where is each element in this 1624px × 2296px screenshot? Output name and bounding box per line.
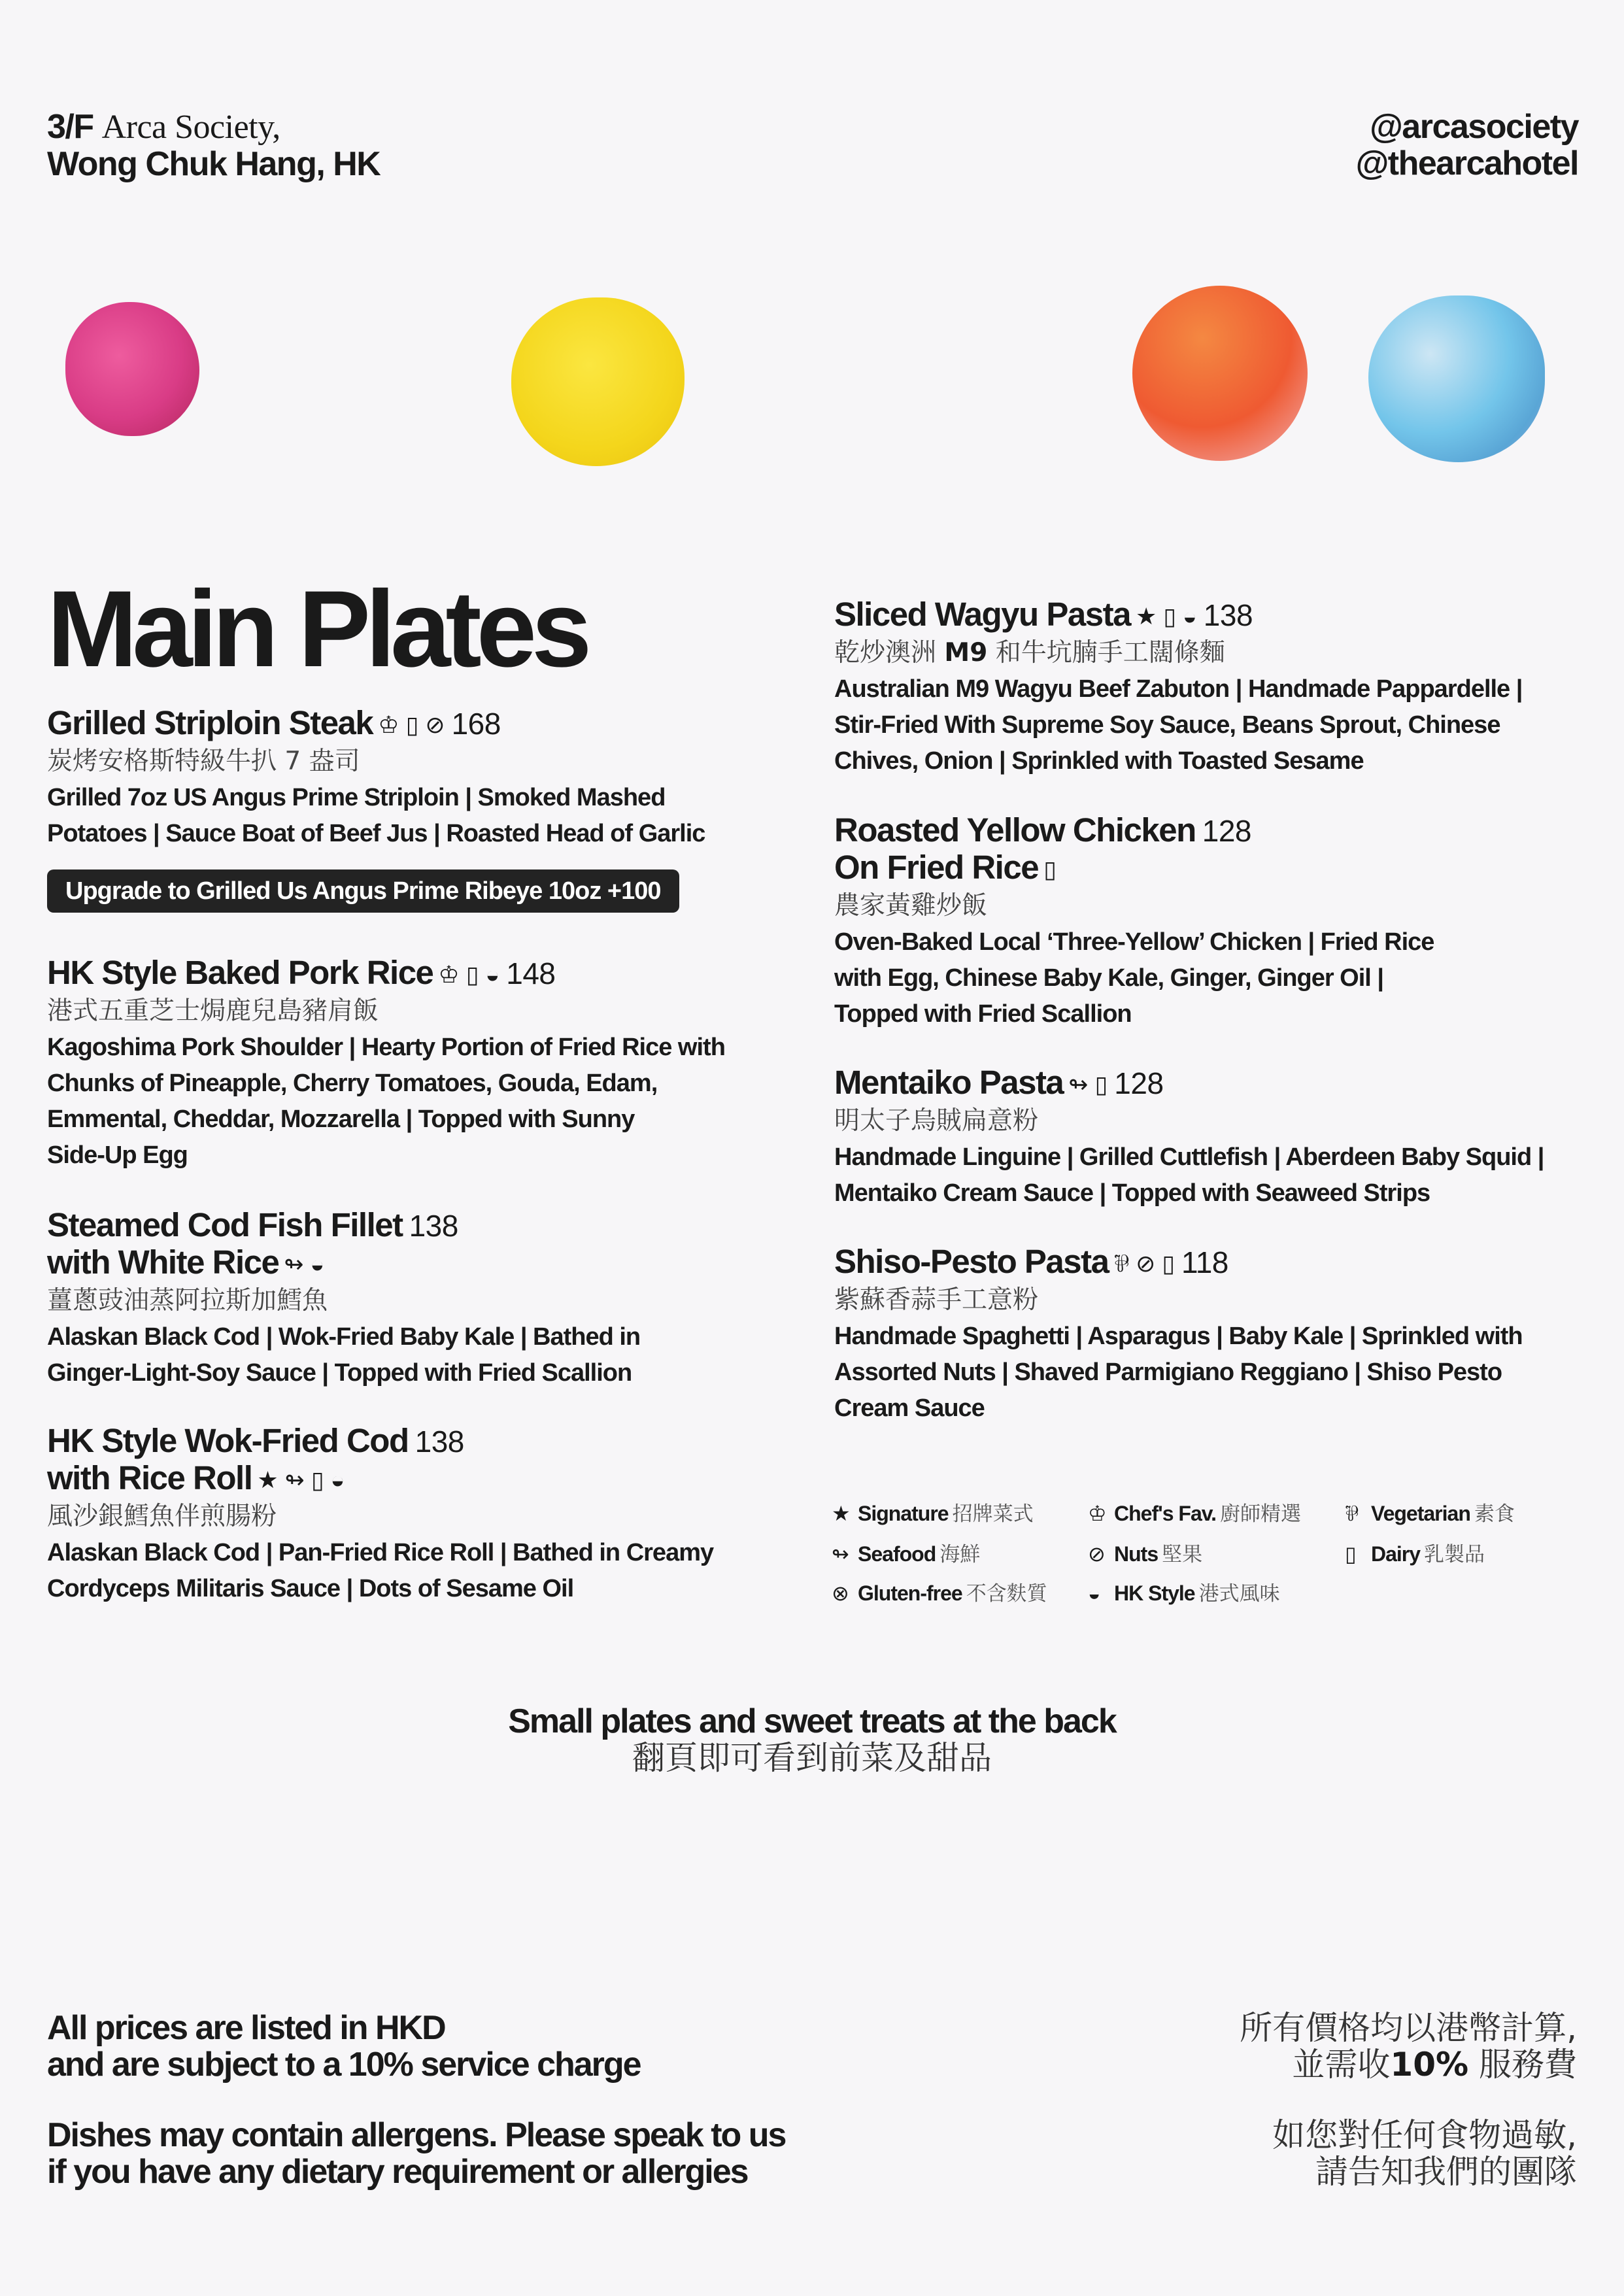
nut-icon: ⊘ (1088, 1542, 1105, 1566)
legend-label: Seafood (858, 1542, 936, 1566)
item-name: Mentaiko Pasta (834, 1064, 1064, 1101)
desc-line: Stir-Fried With Supreme Soy Sauce, Beans Sprout, Chinese (834, 711, 1500, 739)
chef-hat-icon: ♔ (1088, 1502, 1106, 1525)
allergy-note-zh-line: 請告知我們的團隊 (1315, 2153, 1577, 2191)
legend-label-zh: 港式風味 (1198, 1582, 1280, 1606)
item-price: 138 (1203, 598, 1253, 632)
legend-label: Vegetarian (1371, 1502, 1470, 1525)
back-page-note-zh: 翻頁即可看到前菜及甜品 (632, 1739, 992, 1777)
legend-vegetarian (1345, 1497, 1515, 1527)
menu-item-wok-fried-cod (47, 1423, 766, 1607)
milk-bottle-icon: ▯ (1345, 1542, 1356, 1566)
legend-dairy (1345, 1538, 1485, 1567)
item-price: 128 (1202, 814, 1252, 848)
item-name-zh: 炭烤安格斯特級牛扒 7 盎司 (47, 747, 360, 776)
item-name-zh: 紫蘇香蒜手工意粉 (834, 1285, 1039, 1315)
desc-line: Kagoshima Pork Shoulder | Hearty Portion of Fried Rice with (47, 1034, 725, 1061)
legend-label: Gluten-free (858, 1581, 962, 1605)
legend-label: Signature (858, 1502, 949, 1525)
item-description (47, 1030, 766, 1173)
item-name-zh: 薑蔥豉油蒸阿拉斯加鱈魚 (47, 1286, 328, 1315)
desc-line: Handmade Spaghetti | Asparagus | Baby Kale | Sprinkled with (834, 1323, 1523, 1350)
desc-line: Chives, Onion | Sprinkled with Toasted Sesame (834, 747, 1364, 775)
orange-watercolor-dot (1132, 286, 1308, 461)
dietary-icons: ▯ (1043, 856, 1057, 883)
allergy-note-line: Dishes may contain allergens. Please speak to us (47, 2116, 786, 2154)
dietary-icons: ★ ▯ ◒ (1135, 603, 1197, 630)
prices-note-line: All prices are listed in HKD (47, 2009, 445, 2047)
menu-item-wagyu-pasta (834, 596, 1553, 779)
dietary-icons: ⅌ ⊘ ▯ (1113, 1250, 1176, 1277)
social-handles (1356, 109, 1578, 182)
address-district: Wong Chuk Hang, HK (47, 145, 381, 183)
item-price: 118 (1181, 1245, 1228, 1279)
prices-note-zh (1240, 2010, 1577, 2083)
desc-line: Chunks of Pineapple, Cherry Tomatoes, Gouda, Edam, (47, 1070, 658, 1097)
zh-part: 和牛坑腩手工闊條麵 (995, 638, 1225, 667)
item-description (834, 1319, 1553, 1427)
legend-label-zh: 乳製品 (1424, 1543, 1485, 1566)
menu-item-striploin (47, 705, 766, 852)
zh-part: 乾炒澳洲 (834, 638, 937, 667)
item-name: Shiso-Pesto Pasta (834, 1243, 1109, 1280)
zh-part-bold: M9 (944, 638, 988, 667)
address-floor: 3/F (47, 108, 93, 146)
menu-item-yellow-chicken (834, 812, 1553, 1032)
desc-line: Side-Up Egg (47, 1141, 188, 1169)
menu-item-shiso-pesto-pasta (834, 1243, 1553, 1427)
star-icon: ★ (832, 1502, 850, 1525)
item-name: Roasted Yellow Chicken (834, 811, 1196, 849)
item-name-line2: with White Rice (47, 1243, 279, 1281)
item-name-zh: 明太子烏賊扁意粉 (834, 1106, 1039, 1136)
venue-address (47, 109, 380, 182)
item-name-zh: 農家黃雞炒飯 (834, 891, 988, 920)
social-handle-arcasociety: @arcasociety (1370, 108, 1578, 146)
gluten-free-icon: ⊗ (832, 1581, 849, 1605)
item-price: 148 (506, 956, 556, 990)
item-name: HK Style Baked Pork Rice (47, 954, 433, 991)
prices-note-zh-line: 所有價格均以港幣計算, (1240, 2009, 1577, 2047)
legend-label-zh: 不含麩質 (966, 1582, 1047, 1606)
zh-part: 服務費 (1479, 2046, 1577, 2084)
desc-line: Assorted Nuts | Shaved Parmigiano Reggiano | Shiso Pesto (834, 1359, 1502, 1386)
legend-hk-style (1088, 1577, 1280, 1606)
item-price: 128 (1114, 1066, 1164, 1100)
item-name-zh (834, 635, 1553, 671)
item-description (47, 780, 766, 852)
back-page-note: Small plates and sweet treats at the back (508, 1702, 1116, 1740)
legend-label: HK Style (1114, 1581, 1195, 1605)
dietary-icons: ♔ ▯ ⊘ (378, 711, 445, 738)
address-venue: Arca Society, (101, 109, 280, 146)
item-price: 138 (409, 1209, 458, 1243)
desc-line: Handmade Linguine | Grilled Cuttlefish | Aberdeen Baby Squid | (834, 1143, 1544, 1171)
item-name: Steamed Cod Fish Fillet (47, 1206, 403, 1243)
desc-line: Alaskan Black Cod | Wok-Fried Baby Kale | Bathed in (47, 1323, 641, 1351)
prices-note-zh-line (1240, 2046, 1577, 2083)
legend-label-zh: 海鮮 (939, 1543, 981, 1566)
item-price: 138 (414, 1425, 464, 1459)
legend-label-zh: 招牌菜式 (952, 1502, 1034, 1526)
upgrade-badge: Upgrade to Grilled Us Angus Prime Ribeye 10oz +100 (47, 869, 679, 913)
menu-item-baked-pork-rice (47, 954, 766, 1173)
desc-line: Alaskan Black Cod | Pan-Fried Rice Roll | Bathed in Creamy (47, 1539, 714, 1566)
item-description (834, 1140, 1553, 1211)
desc-line: Cream Sauce (834, 1394, 985, 1422)
item-name: HK Style Wok-Fried Cod (47, 1422, 409, 1459)
menu-item-mentaiko-pasta (834, 1064, 1553, 1211)
legend-label: Nuts (1114, 1542, 1159, 1566)
bowl-icon: ◒ (1088, 1581, 1100, 1605)
item-description (47, 1319, 766, 1391)
zh-part-bold: 10% (1390, 2046, 1469, 2084)
item-description (834, 924, 1553, 1032)
item-name: Grilled Striploin Steak (47, 704, 373, 741)
legend-signature (832, 1497, 1034, 1527)
allergy-note-zh (1272, 2117, 1577, 2190)
legend-label-zh: 廚師精選 (1220, 1502, 1302, 1526)
desc-line: Oven-Baked Local ‘Three-Yellow’ Chicken | Fried Rice (834, 928, 1434, 956)
desc-line: Topped with Fried Scallion (834, 1000, 1132, 1028)
desc-line: Ginger-Light-Soy Sauce | Topped with Fried Scallion (47, 1359, 632, 1387)
item-name-zh: 風沙銀鱈魚伴煎腸粉 (47, 1502, 277, 1531)
allergy-note-line: if you have any dietary requirement or allergies (47, 2153, 748, 2191)
blue-watercolor-dot (1368, 295, 1545, 462)
legend-label: Chef's Fav. (1114, 1502, 1217, 1525)
legend-seafood (832, 1538, 980, 1567)
desc-line: Mentaiko Cream Sauce | Topped with Seaweed Strips (834, 1179, 1430, 1207)
desc-line: Potatoes | Sauce Boat of Beef Jus | Roasted Head of Garlic (47, 820, 705, 847)
item-name-zh: 港式五重芝士焗鹿兒島豬肩飯 (47, 996, 379, 1026)
dietary-icons: ♔ ▯ ◒ (438, 961, 500, 988)
item-name-line2: On Fried Rice (834, 849, 1039, 886)
legend-gluten-free (832, 1577, 1047, 1606)
leaf-icon: ⅌ (1345, 1502, 1358, 1525)
desc-line: Grilled 7oz US Angus Prime Striploin | Smoked Mashed (47, 784, 666, 811)
menu-item-steamed-cod (47, 1207, 766, 1391)
dietary-icons: ↬ ▯ (1068, 1071, 1108, 1098)
legend-chefs-fav (1088, 1497, 1301, 1527)
page-title: Main Plates (47, 569, 587, 690)
item-name: Sliced Wagyu Pasta (834, 596, 1130, 633)
legend-label-zh: 堅果 (1162, 1543, 1203, 1566)
legend-label-zh: 素食 (1474, 1502, 1515, 1526)
yellow-watercolor-dot (511, 297, 685, 466)
desc-line: with Egg, Chinese Baby Kale, Ginger, Ginger Oil | (834, 964, 1384, 992)
desc-line: Cordyceps Militaris Sauce | Dots of Sesame Oil (47, 1575, 574, 1602)
shrimp-icon: ↬ (832, 1542, 849, 1566)
desc-line: Australian M9 Wagyu Beef Zabuton | Handmade Pappardelle | (834, 675, 1523, 703)
social-handle-thearcahotel: @thearcahotel (1355, 144, 1578, 182)
item-description (834, 671, 1553, 779)
item-price: 168 (451, 707, 501, 741)
item-description (47, 1535, 766, 1607)
legend-nuts (1088, 1538, 1202, 1567)
desc-line: Emmental, Cheddar, Mozzarella | Topped with Sunny (47, 1106, 635, 1133)
prices-note-line: and are subject to a 10% service charge (47, 2046, 641, 2084)
pink-watercolor-dot (65, 302, 199, 436)
item-name-line2: with Rice Roll (47, 1459, 252, 1496)
dietary-icons: ★ ↬ ▯ ◒ (257, 1466, 345, 1493)
allergy-note (47, 2117, 785, 2190)
zh-part: 並需收 (1292, 2046, 1391, 2084)
prices-note (47, 2010, 641, 2083)
dietary-icons: ↬ ◒ (284, 1251, 325, 1277)
allergy-note-zh-line: 如您對任何食物過敏, (1272, 2116, 1577, 2154)
legend-label: Dairy (1371, 1542, 1421, 1566)
